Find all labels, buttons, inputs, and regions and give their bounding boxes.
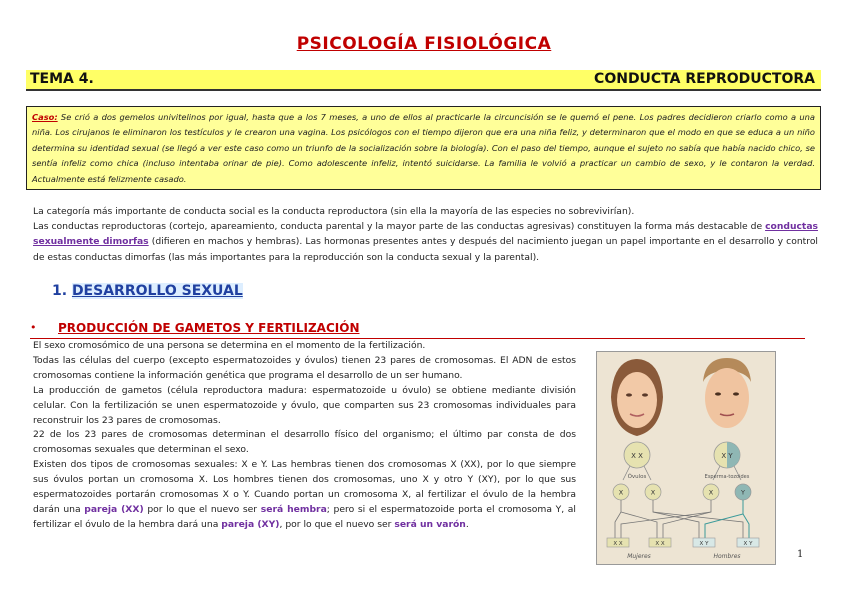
intro-line-1: La categoría más importante de conducta social es la conducta reproductora (sin ella la mayoría de las especies no sobrevivirían). <box>33 206 635 217</box>
woman-face-icon <box>611 359 663 436</box>
page-title: PSICOLOGÍA FISIOLÓGICA <box>296 34 552 54</box>
topic-number: TEMA 4. <box>30 71 94 87</box>
y-fertilization-lines <box>705 500 749 538</box>
section-number: 1. <box>52 283 68 299</box>
topic-title: CONDUCTA REPRODUCTORA <box>594 71 815 87</box>
offspring-xy: X Y <box>743 541 753 547</box>
offspring-xx: X X <box>613 541 623 547</box>
intro-text-b: (difieren en machos y hembras). Las hormonas presentes antes y después del nacimiento juegan un papel importante en el desarrollo y control de estas conductas dimorfas (las más importantes para la reproducción son la conducta sexual y la parental). <box>33 236 818 263</box>
page-number: 1 <box>797 549 804 560</box>
sperm-y: Y <box>741 488 745 497</box>
body-text <box>33 339 576 533</box>
body-paragraph: 22 de los 23 pares de cromosomas determinan el desarrollo físico del organismo; el último par consta de dos cromosomas sexuales que determinan el sexo. <box>33 429 576 456</box>
female-chromosomes: X X <box>631 452 643 460</box>
body-text-span: Existen dos tipos de cromosomas sexuales: X e Y. Las hembras tienen dos cromosomas X (XX), por lo que siempre sus óvulos portan un cromosoma X. Los hombres tienen dos cromosomas, uno X y otro Y (XY), por lo que sus espermatozoides portarán cromosomas X o Y. Cuando portan un cromosoma X, al fertilizar el óvulo de la hembra darán una <box>33 459 576 515</box>
case-box <box>26 106 821 190</box>
figure-illustration <box>597 352 775 564</box>
pair-xy: pareja (XY) <box>221 518 280 530</box>
intro-paragraphs <box>33 204 818 265</box>
ovules-label: Óvulos <box>627 474 647 480</box>
pair-xx: pareja (XX) <box>84 503 144 515</box>
subsection-title: PRODUCCIÓN DE GAMETOS Y FERTILIZACIÓN <box>58 321 360 335</box>
body-paragraph: Todas las células del cuerpo (excepto espermatozoides y óvulos) tienen 23 pares de cromosomas. El ADN de estos cromosomas contiene la información genética que programa el desarrollo de un ser humano. <box>33 354 576 381</box>
section-heading <box>52 283 243 299</box>
offspring-xx: X X <box>655 541 665 547</box>
sperm-label: Esperma-tozoides <box>704 474 750 480</box>
chromosome-figure <box>596 351 776 565</box>
subsection-heading <box>30 320 805 339</box>
case-label: Caso: <box>32 112 58 122</box>
body-text-span: , por lo que el nuevo ser <box>279 518 395 530</box>
body-text-span: ; pero si el espermatozoide porta el cromosoma Y, al fertilizar el óvulo de la hembra dará una <box>33 503 576 530</box>
female-result: será hembra <box>260 503 327 515</box>
body-text-span: por lo que el nuevo ser <box>143 503 261 515</box>
men-label: Hombres <box>713 553 741 560</box>
body-paragraph: El sexo cromosómico de una persona se determina en el momento de la fertilización. <box>33 340 426 351</box>
body-paragraph <box>33 458 576 533</box>
body-text-span: . <box>465 518 469 530</box>
section-title: DESARROLLO SEXUAL <box>71 283 243 299</box>
man-face-icon <box>703 358 751 428</box>
intro-emphasis: conductas sexualmente dimorfas <box>33 221 818 248</box>
male-chromosomes: X Y <box>721 452 733 460</box>
topic-bar <box>26 70 821 91</box>
body-paragraph: La producción de gametos (célula reproductora madura: espermatozoide u óvulo) se obtiene mediante división celular. Con la fertilización se unen espermatozoide y óvulo, que comparten sus 23 cromosomas individuales para reconstruir los 23 pares de cromosomas. <box>33 384 576 426</box>
ovule-x: X <box>618 488 624 497</box>
bullet-icon: • <box>30 321 37 334</box>
sperm-x: X <box>708 488 714 497</box>
offspring-xy: X Y <box>699 541 709 547</box>
intro-paragraph-2 <box>33 219 818 265</box>
intro-text-a: Las conductas reproductoras (cortejo, apareamiento, conducta parental y la mayor parte de las conductas agresivas) constituyen la forma más destacable de <box>33 221 766 233</box>
ovule-x: X <box>650 488 656 497</box>
case-text: Se crió a dos gemelos univitelinos por igual, hasta que a los 7 meses, a uno de ellos al practicarle la circuncisión se le quemó el pene. Los padres decidieron criarlo como a una niña. Los cirujanos le eliminaron los testículos y le crearon una vagina. Los psicólogos con el tiempo dijeron que era una niña feliz, y determinaron que el modo en que se educa a un niño determina su identidad sexual (se llegó a ver este caso como un triunfo de la socialización sobre la biología). Con el paso del tiempo, aunque el sujeto no sabía que había nacido chico, se sentía infeliz como chica (incluso intentaba orinar de pie). Como adolescente infeliz, intentó suicidarse. La familia le volvió a practicar un cambio de sexo, y le contaron la verdad. Actualmente está felizmente casado. <box>32 112 815 184</box>
male-result: será un varón <box>394 518 466 530</box>
women-label: Mujeres <box>627 553 651 560</box>
